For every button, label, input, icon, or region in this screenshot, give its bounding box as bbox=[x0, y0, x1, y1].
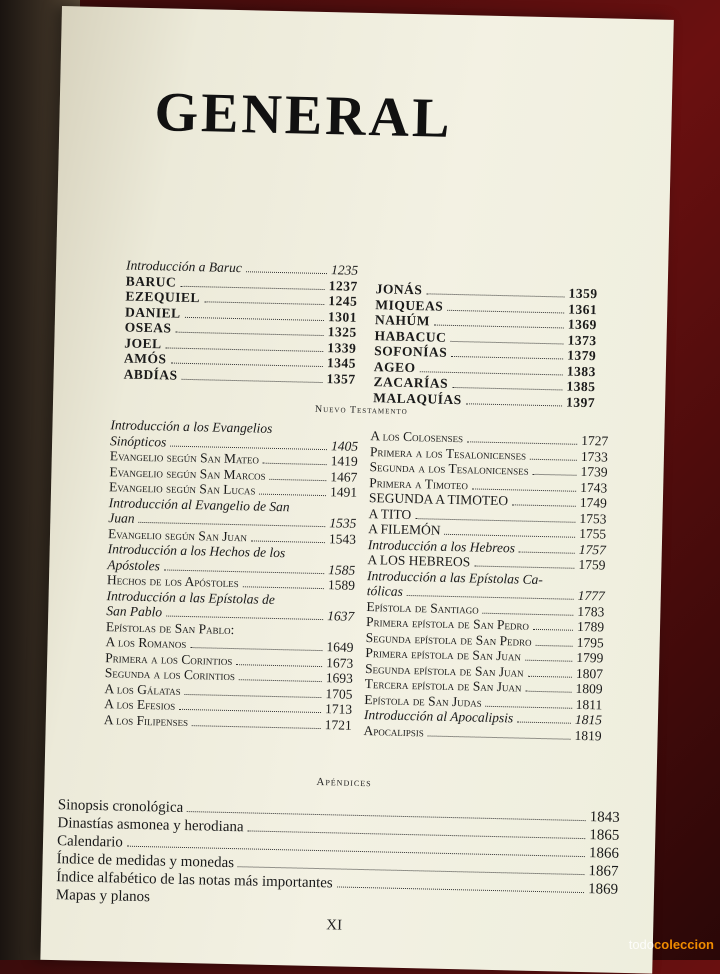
toc-entry-title: Juan bbox=[108, 510, 135, 526]
dot-leader bbox=[190, 647, 322, 651]
toc-entry-page: 1866 bbox=[588, 845, 620, 862]
toc-entry-page: 1811 bbox=[575, 696, 603, 712]
toc-entry-page: 1757 bbox=[578, 541, 606, 557]
toc-entry-title: NAHÚM bbox=[374, 312, 431, 329]
page-number: XI bbox=[326, 917, 343, 934]
nt-right-column bbox=[363, 428, 608, 743]
toc-entry-page: 1867 bbox=[588, 863, 619, 880]
appendices-heading: Apéndices bbox=[316, 775, 372, 790]
toc-entry-title: Primera a los Corintios bbox=[105, 649, 233, 668]
toc-entry-title: tólicas bbox=[366, 583, 403, 599]
toc-entry-title: AGEO bbox=[373, 358, 416, 375]
dot-leader bbox=[530, 458, 577, 460]
toc-entry-page: 1649 bbox=[326, 639, 354, 655]
dot-leader bbox=[519, 551, 575, 553]
dot-leader bbox=[239, 679, 322, 682]
dot-leader bbox=[447, 309, 564, 313]
toc-entry-title: AMÓS bbox=[123, 350, 167, 367]
watermark-prefix: todo bbox=[628, 937, 655, 952]
dot-leader bbox=[259, 494, 326, 497]
toc-entry-page: 1721 bbox=[324, 716, 352, 733]
toc-entry-page: 1357 bbox=[326, 370, 356, 387]
toc-entry-page: 1739 bbox=[580, 463, 608, 480]
toc-entry-title: Introducción a los Evangelios bbox=[110, 417, 273, 436]
dot-leader bbox=[444, 534, 575, 538]
toc-entry-page: 1843 bbox=[589, 809, 620, 826]
toc-entry-title: MIQUEAS bbox=[375, 296, 444, 314]
toc-entry-title: Mapas y planos bbox=[55, 887, 151, 906]
toc-entry-page: 1491 bbox=[329, 484, 358, 500]
dot-leader bbox=[466, 403, 562, 406]
toc-entry-title: Apóstoles bbox=[107, 556, 161, 573]
toc-entry-page: 1359 bbox=[568, 285, 598, 302]
dot-leader bbox=[246, 271, 327, 274]
book-page bbox=[40, 6, 673, 974]
dot-leader bbox=[243, 586, 324, 589]
toc-entry-page: 1383 bbox=[566, 363, 597, 379]
dot-leader bbox=[483, 612, 574, 615]
ot-left-column bbox=[123, 258, 358, 387]
toc-entry-page: 1535 bbox=[329, 515, 357, 531]
toc-entry-title: BARUC bbox=[125, 273, 177, 290]
toc-entry-title: DANIEL bbox=[124, 304, 181, 321]
toc-entry-title: Introducción a las Epístolas Ca- bbox=[366, 567, 544, 587]
toc-entry-page: 1385 bbox=[566, 378, 596, 395]
dot-leader bbox=[337, 886, 584, 893]
toc-entry-title: ABDÍAS bbox=[123, 365, 178, 383]
dot-leader bbox=[486, 705, 572, 708]
dot-leader bbox=[525, 660, 572, 662]
toc-entry-title: Sinópticos bbox=[109, 432, 167, 449]
toc-entry-title: Introducción a las Epístolas de bbox=[106, 587, 276, 607]
toc-entry-title: SEGUNDA A TIMOTEO bbox=[368, 490, 509, 509]
toc-entry-page: 1727 bbox=[581, 432, 609, 449]
toc-entry-page: 1693 bbox=[325, 670, 353, 686]
toc-entry-title: Introducción a los Hechos de los bbox=[107, 541, 286, 561]
toc-entry-title: Hechos de los Apóstoles bbox=[106, 572, 239, 591]
dot-leader bbox=[535, 644, 572, 646]
toc-entry-title: Segunda a los Corintios bbox=[104, 665, 236, 684]
dot-leader bbox=[185, 693, 322, 697]
dot-leader bbox=[175, 332, 323, 336]
dot-leader bbox=[472, 488, 576, 491]
dot-leader bbox=[533, 629, 573, 631]
dot-leader bbox=[251, 540, 325, 543]
toc-entry-page: 1783 bbox=[577, 603, 605, 619]
toc-entry-page: 1799 bbox=[576, 649, 604, 666]
toc-entry-page: 1777 bbox=[577, 587, 605, 604]
toc-entry-title: Epístola de San Judas bbox=[364, 691, 482, 710]
page-title: GENERAL bbox=[153, 81, 454, 150]
watermark bbox=[629, 937, 714, 952]
dot-leader bbox=[270, 478, 327, 480]
toc-entry-title: Sinopsis cronológica bbox=[57, 797, 184, 816]
toc-entry-page: 1235 bbox=[330, 262, 359, 278]
ot-right-column bbox=[373, 281, 598, 410]
dot-leader bbox=[236, 664, 322, 667]
toc-entry-page: 1325 bbox=[327, 324, 357, 340]
toc-entry-title: Introducción al Apocalipsis bbox=[363, 707, 514, 726]
toc-entry-title: A los Romanos bbox=[105, 634, 187, 651]
dot-leader bbox=[180, 285, 324, 289]
toc-entry-title: Epístola de Santiago bbox=[366, 598, 479, 617]
toc-entry-title: Apocalipsis bbox=[363, 722, 425, 739]
toc-entry-page: 1713 bbox=[324, 701, 353, 717]
toc-entry-title: MALAQUÍAS bbox=[373, 389, 462, 407]
toc-entry-page: 1405 bbox=[330, 437, 359, 454]
toc-entry-page: 1637 bbox=[327, 608, 355, 624]
toc-entry-title: Segunda epístola de San Pedro bbox=[365, 629, 532, 649]
toc-entry-page: 1361 bbox=[568, 301, 598, 317]
toc-entry-page: 1301 bbox=[327, 308, 358, 325]
toc-entry-page: 1585 bbox=[328, 561, 356, 578]
toc-entry-title: Índice alfabético de las notas más importantes bbox=[56, 869, 333, 892]
toc-entry-title: Segunda epístola de San Juan bbox=[364, 660, 524, 680]
toc-entry-title: A FILEMÓN bbox=[368, 521, 441, 538]
toc-entry-title: Evangelio según San Lucas bbox=[108, 479, 256, 498]
toc-entry-page: 1733 bbox=[580, 448, 609, 464]
toc-entry-title: Introducción a los Hebreos bbox=[367, 536, 516, 555]
toc-entry-page: 1245 bbox=[328, 293, 358, 309]
toc-entry-title: OSEAS bbox=[124, 319, 172, 336]
nt-left-column bbox=[104, 417, 359, 733]
dot-leader bbox=[525, 691, 571, 693]
toc-entry-page: 1373 bbox=[567, 332, 597, 348]
toc-entry-page: 1379 bbox=[567, 347, 597, 364]
dot-leader bbox=[434, 325, 564, 329]
toc-entry-page: 1339 bbox=[327, 339, 357, 356]
toc-entry-page: 1397 bbox=[565, 394, 596, 410]
toc-entry-page: 1749 bbox=[579, 494, 608, 511]
toc-entry-page: 1865 bbox=[589, 827, 620, 844]
appendices-list bbox=[56, 796, 620, 917]
dot-leader bbox=[204, 301, 324, 305]
toc-entry-title: A LOS HEBREOS bbox=[367, 552, 471, 570]
dot-leader bbox=[528, 675, 572, 677]
dot-leader bbox=[415, 518, 575, 523]
toc-entry-page: 1543 bbox=[328, 530, 357, 547]
toc-entry-title: A los Filipenses bbox=[103, 711, 189, 729]
toc-entry-title: HABACUC bbox=[374, 327, 447, 345]
toc-entry-title: Evangelio según San Juan bbox=[107, 525, 248, 544]
toc-entry-title: JONÁS bbox=[375, 281, 423, 298]
toc-entry-title: Primera epístola de San Pedro bbox=[365, 614, 530, 633]
toc-entry-page: 1809 bbox=[575, 680, 603, 697]
toc-entry-page: 1869 bbox=[587, 881, 619, 898]
dot-leader bbox=[192, 725, 321, 729]
toc-entry-title: Primera epístola de San Juan bbox=[365, 645, 522, 664]
toc-entry-page: 1345 bbox=[326, 355, 357, 371]
nt-heading: Nuevo Testamento bbox=[314, 403, 408, 417]
toc-entry-page: 1815 bbox=[574, 711, 603, 728]
dot-leader bbox=[451, 356, 563, 360]
dot-leader bbox=[428, 735, 571, 739]
toc-entry-title: Evangelio según San Mateo bbox=[109, 448, 260, 467]
dot-leader bbox=[533, 474, 577, 476]
dot-leader bbox=[517, 722, 571, 724]
toc-entry-page: 1467 bbox=[330, 468, 358, 485]
toc-entry-page: 1807 bbox=[575, 665, 604, 681]
toc-entry-title: Introducción al Evangelio de San bbox=[108, 494, 290, 514]
toc-entry-page: 1743 bbox=[580, 479, 608, 495]
dot-leader bbox=[179, 709, 321, 713]
toc-entry-page: 1755 bbox=[578, 525, 607, 542]
toc-entry-title: A TITO bbox=[368, 505, 412, 522]
dot-leader bbox=[263, 463, 327, 465]
toc-entry-page: 1589 bbox=[327, 577, 356, 593]
toc-entry-title: SOFONÍAS bbox=[374, 343, 448, 360]
toc-entry-title: Evangelio según San Marcos bbox=[109, 463, 266, 483]
dot-leader bbox=[467, 441, 577, 445]
toc-entry-page: 1819 bbox=[574, 727, 602, 743]
toc-entry-page: 1795 bbox=[576, 634, 604, 650]
toc-entry-title: Tercera epístola de San Juan bbox=[364, 676, 522, 695]
toc-entry-title: Primera a Timoteo bbox=[369, 474, 469, 492]
toc-entry-title: Dinastías asmonea y herodiana bbox=[57, 815, 244, 836]
dot-leader bbox=[452, 387, 562, 391]
dot-leader bbox=[450, 340, 563, 344]
toc-entry-title: Primera a los Tesalonicenses bbox=[369, 443, 527, 463]
toc-entry-title: EZEQUIEL bbox=[125, 288, 201, 306]
dot-leader bbox=[184, 316, 323, 320]
toc-entry-title: JOEL bbox=[124, 335, 162, 351]
toc-entry-title: Epístolas de San Pablo: bbox=[105, 618, 235, 637]
toc-entry-title: A los Gálatas bbox=[104, 680, 181, 698]
dot-leader bbox=[426, 293, 564, 297]
toc-entry-page: 1789 bbox=[576, 618, 605, 635]
toc-entry-page: 1419 bbox=[330, 453, 358, 469]
toc-entry-page: 1759 bbox=[578, 556, 606, 573]
toc-entry-title: San Pablo bbox=[106, 603, 163, 620]
toc-entry-title: A los Colosenses bbox=[370, 428, 464, 446]
toc-entry-title: Segunda a los Tesalonicenses bbox=[369, 459, 529, 478]
dot-leader bbox=[170, 445, 327, 450]
dot-leader bbox=[170, 363, 322, 367]
toc-entry-page: 1753 bbox=[579, 510, 607, 526]
toc-entry-title: Índice de medidas y monedas bbox=[56, 851, 235, 872]
toc-entry-page: 1705 bbox=[325, 685, 353, 702]
toc-entry-title: Calendario bbox=[56, 833, 124, 851]
toc-entry-title: A los Efesios bbox=[104, 696, 176, 713]
toc-entry-page: 1673 bbox=[326, 654, 354, 671]
toc-entry-title: ZACARÍAS bbox=[373, 374, 449, 391]
toc-entry-title: Introducción a Baruc bbox=[125, 257, 243, 276]
dot-leader bbox=[166, 616, 323, 621]
dot-leader bbox=[420, 371, 563, 375]
toc-entry-page: 1369 bbox=[567, 316, 598, 333]
toc-entry-page: 1237 bbox=[328, 277, 358, 294]
dot-leader bbox=[182, 378, 323, 382]
dot-leader bbox=[164, 569, 324, 574]
dot-leader bbox=[166, 347, 324, 352]
watermark-brand: coleccion bbox=[654, 937, 714, 952]
dot-leader bbox=[512, 504, 576, 506]
dot-leader bbox=[407, 595, 574, 600]
dot-leader bbox=[474, 565, 574, 568]
